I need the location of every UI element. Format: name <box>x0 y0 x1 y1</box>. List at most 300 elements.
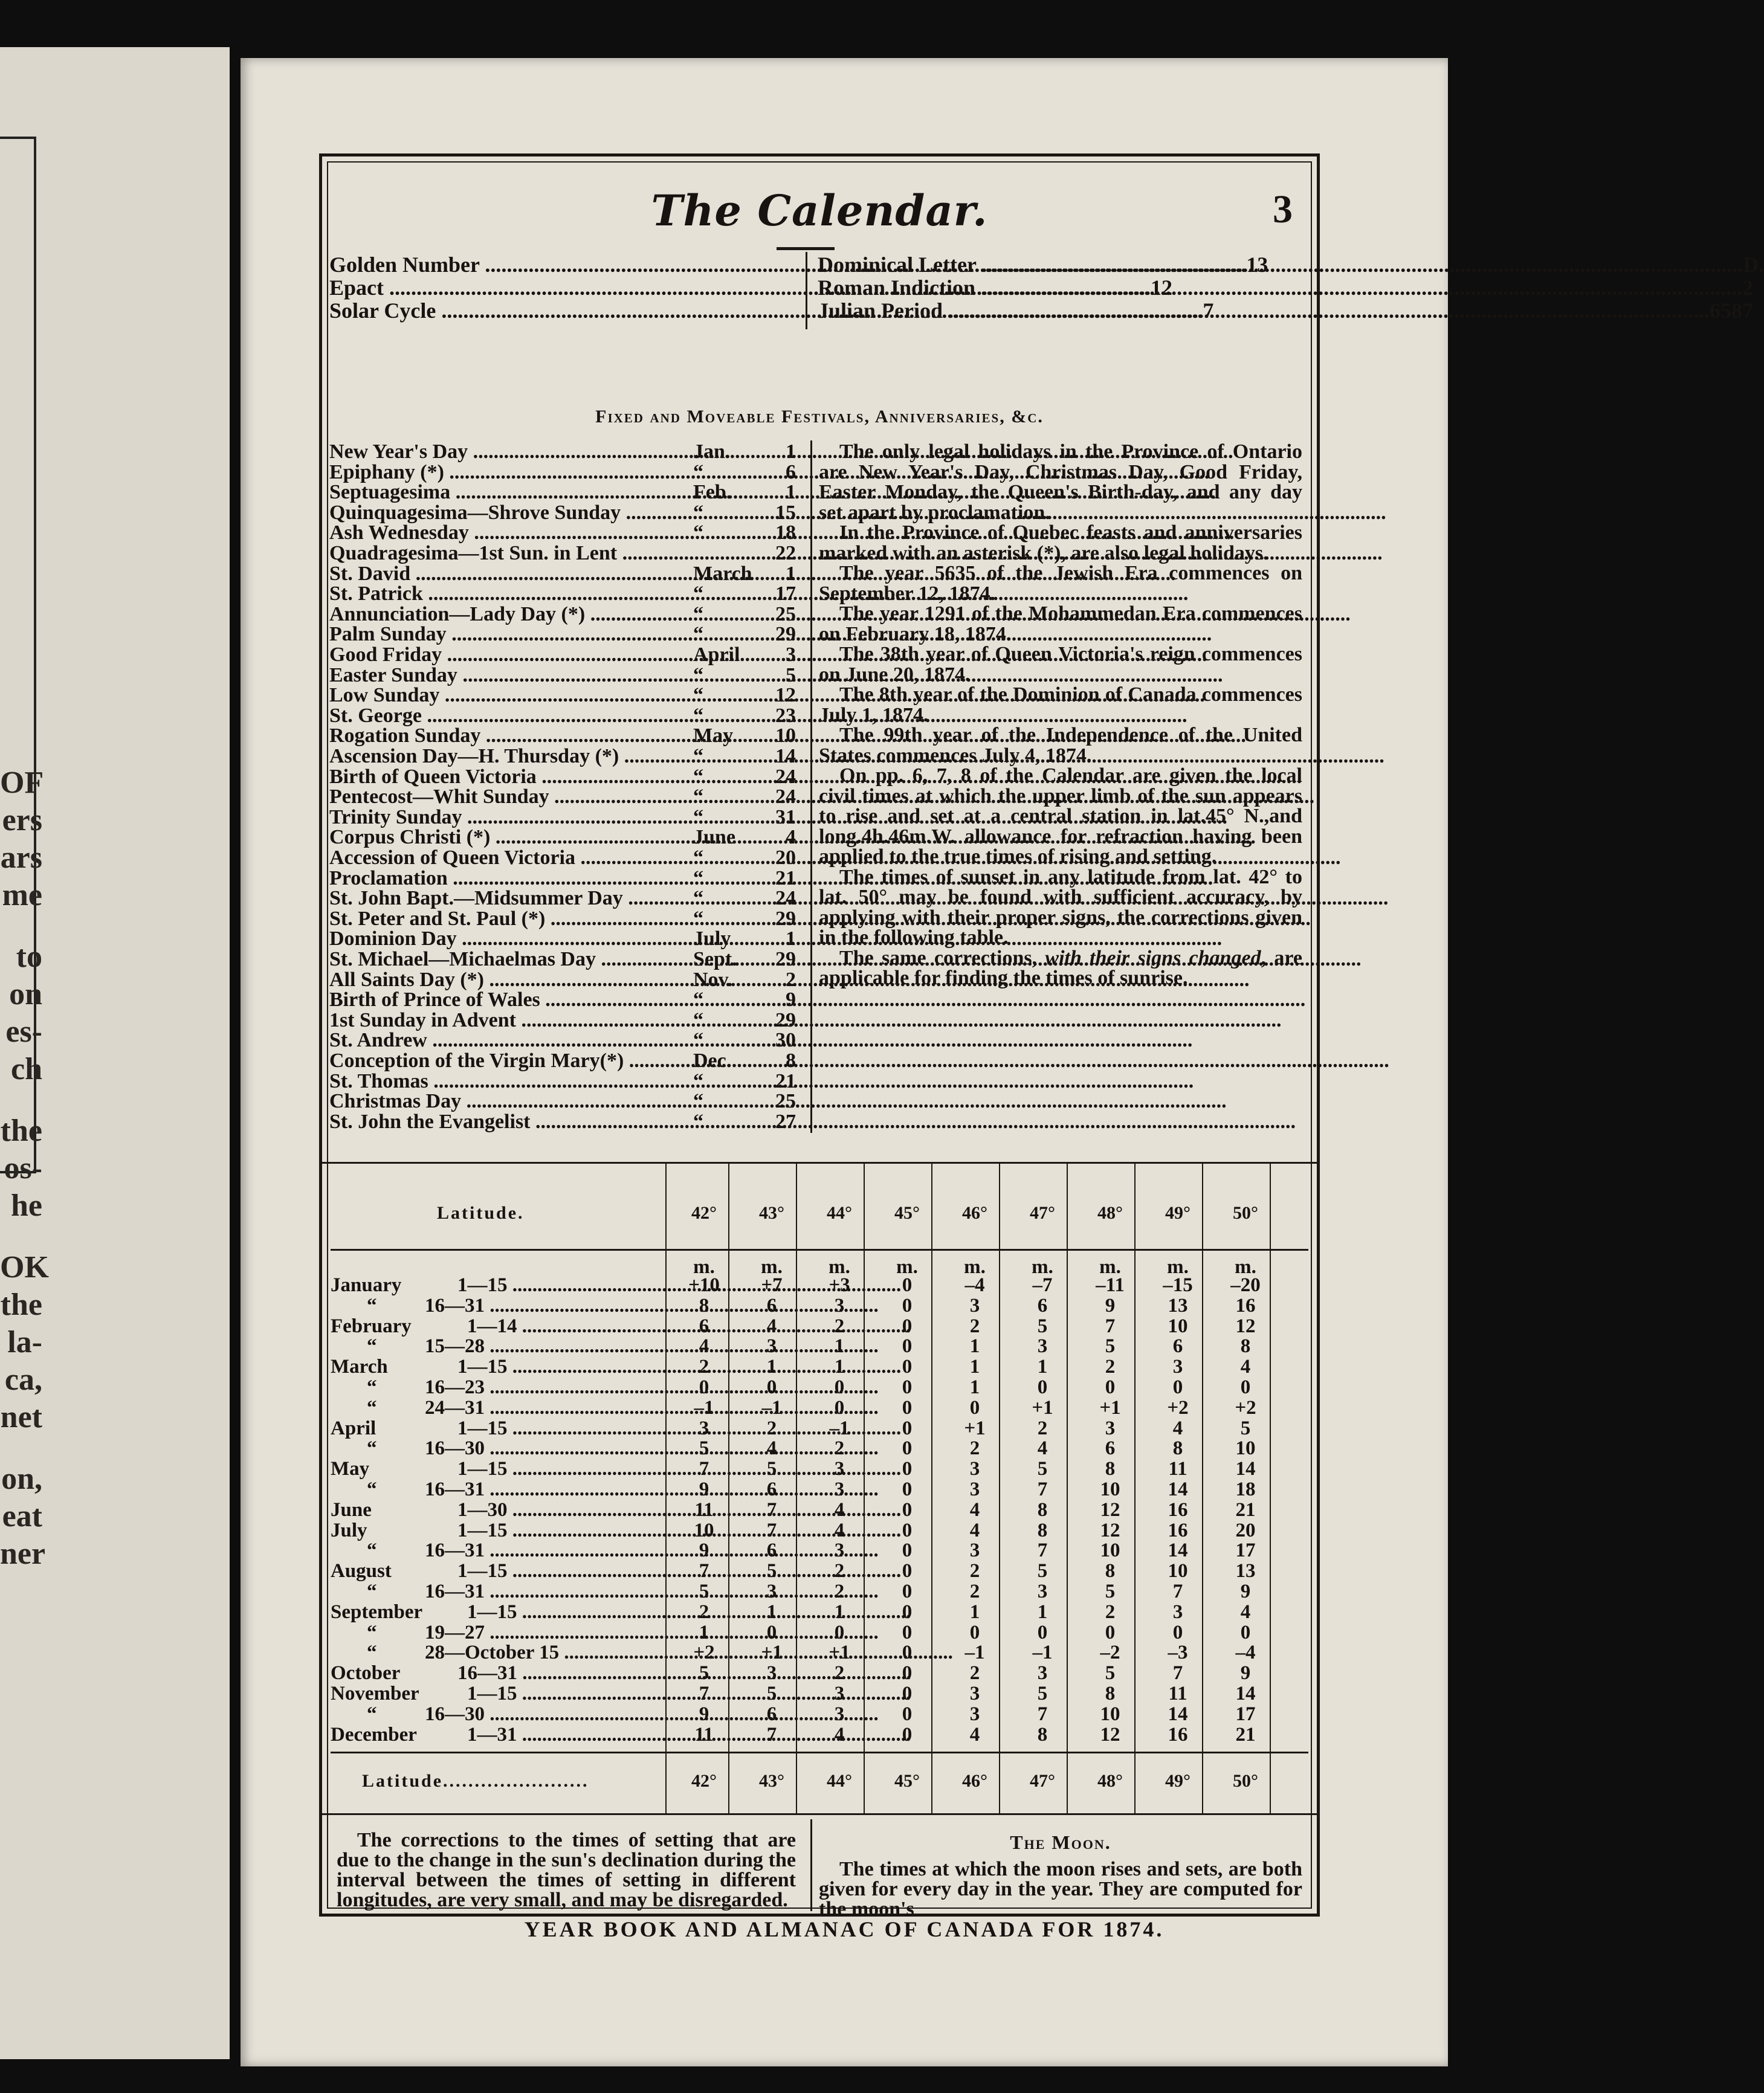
previous-page-fragment: the <box>0 1114 42 1148</box>
correction-cell: 5 <box>1037 1560 1048 1582</box>
correction-cell: 0 <box>902 1396 913 1419</box>
correction-cell: 0 <box>1037 1376 1048 1398</box>
correction-cell: 5 <box>766 1458 777 1480</box>
correction-cell: 5 <box>699 1662 709 1685</box>
correction-cell: 8 <box>1105 1458 1116 1480</box>
festival-month: “ <box>693 1069 703 1092</box>
festival-month: “ <box>693 623 703 646</box>
cycle-value: 6587 <box>1710 298 1754 323</box>
latitude-column-footer: 44° <box>827 1771 852 1791</box>
cycle-value: D. <box>1743 253 1764 277</box>
correction-cell: 4 <box>1172 1417 1183 1439</box>
correction-cell: –20 <box>1230 1274 1261 1296</box>
correction-cell: +2 <box>1235 1396 1256 1419</box>
correction-cell: 8 <box>1172 1437 1183 1460</box>
latitude-column-footer: 45° <box>894 1771 920 1791</box>
correction-cell: 11 <box>694 1723 714 1746</box>
correction-cell: 5 <box>1105 1662 1116 1685</box>
correction-cell: 3 <box>766 1581 777 1602</box>
correction-cell: 0 <box>834 1621 845 1643</box>
note-paragraph: The times of sunset in any latitude from lat. 42° to lat. 50° may be found with sufficient accuracy, by applying with their proper signs, the corrections given in the following table. <box>819 865 1302 949</box>
previous-page-fragment: la- <box>7 1325 42 1359</box>
row-range: 16—30 ..... <box>425 1439 657 1459</box>
correction-cell: 2 <box>834 1581 845 1602</box>
festival-month <box>686 543 760 563</box>
row-range: 16—31 ..... <box>425 1541 657 1561</box>
correction-cell: 14 <box>1235 1458 1256 1480</box>
table-row <box>331 1725 1310 1746</box>
cycle-label: Roman Indiction ..... <box>818 276 1742 299</box>
row-range: 1—15 ..... <box>457 1357 657 1378</box>
correction-cell: 1 <box>699 1621 709 1643</box>
previous-page-fragment: to <box>16 940 42 974</box>
almanac-page <box>241 58 1764 2066</box>
festival-row <box>329 685 796 705</box>
latitude-column-footer: 43° <box>759 1771 784 1791</box>
table-row <box>331 1337 1310 1357</box>
column-rule <box>1134 1163 1136 1813</box>
previous-page-fragment: ers <box>2 803 42 837</box>
correction-cell: 3 <box>834 1703 845 1725</box>
row-month: November <box>331 1683 419 1704</box>
row-range: 28—October 15 ..... <box>425 1643 657 1663</box>
previous-page-fragment <box>0 1089 42 1113</box>
festival-row <box>329 868 796 888</box>
correction-cell: 7 <box>766 1519 777 1541</box>
festival-name: Easter Sunday ..... <box>329 665 686 685</box>
note-paragraph: In the Province of Quebec feasts and anniversaries marked with an asterisk (*), are also legal holidays. <box>819 521 1302 564</box>
table-row <box>331 1521 1310 1541</box>
table-row <box>331 1582 1310 1602</box>
longitude-note-text: The corrections to the times of setting that are due to the change in the sun's declination during the interval between the times of setting in different longitudes, are very small, and may be disregarded. <box>337 1829 796 1911</box>
column-rule <box>931 1163 932 1813</box>
festival-name: 1st Sunday in Advent ..... <box>329 1010 686 1030</box>
table-row <box>331 1623 1310 1643</box>
previous-page-fragment: he <box>11 1188 42 1223</box>
row-month: March <box>331 1356 388 1378</box>
correction-cell: 10 <box>1100 1703 1120 1725</box>
row-month: “ <box>367 1540 377 1562</box>
table-row <box>331 1439 1310 1459</box>
latitude-column-header: 49° <box>1165 1203 1191 1223</box>
note-text: , are applicable for finding the times of sunrise. <box>819 946 1302 989</box>
latitude-column-header: 44° <box>827 1203 852 1223</box>
correction-cell: 0 <box>766 1376 777 1398</box>
row-month: “ <box>367 1335 377 1358</box>
correction-cell: 3 <box>834 1540 845 1562</box>
festival-month: June <box>693 826 735 849</box>
correction-cell: 14 <box>1168 1703 1188 1725</box>
correction-cell: 7 <box>1172 1662 1183 1685</box>
correction-cell: 12 <box>1100 1723 1120 1746</box>
row-range: 16—31 ..... <box>425 1480 657 1500</box>
festival-row <box>329 990 796 1010</box>
row-range: 24—31 ..... <box>425 1398 657 1419</box>
correction-cell: 0 <box>902 1683 913 1704</box>
row-month: “ <box>367 1437 377 1460</box>
festival-name: Ascension Day—H. Thursday (*) ..... <box>329 746 686 766</box>
festival-day: 25 <box>775 602 796 625</box>
festival-name: Conception of the Virgin Mary(*) ..... <box>329 1051 686 1071</box>
correction-cell: 0 <box>902 1560 913 1582</box>
festival-month: “ <box>693 460 703 483</box>
moon-paragraph <box>819 1859 1302 1919</box>
correction-cell: 9 <box>1240 1662 1251 1685</box>
festival-row <box>329 1030 796 1050</box>
correction-cell: 12 <box>1235 1315 1256 1337</box>
correction-cell: 1 <box>1037 1356 1048 1378</box>
festival-name: St. Peter and St. Paul (*) ..... <box>329 909 686 929</box>
festival-name: Rogation Sunday ..... <box>329 726 686 746</box>
festival-month: “ <box>693 866 703 889</box>
correction-cell: 1 <box>834 1335 845 1358</box>
festival-name: Trinity Sunday ..... <box>329 807 686 827</box>
correction-cell: 6 <box>766 1703 777 1725</box>
festival-row <box>329 624 796 644</box>
correction-cell: 3 <box>766 1335 777 1358</box>
row-month: “ <box>367 1581 377 1602</box>
previous-page-fragment: ch <box>11 1052 42 1086</box>
latitude-column-footer: 49° <box>1165 1771 1191 1791</box>
correction-cell: 0 <box>902 1662 913 1685</box>
festival-name: St. George ..... <box>329 706 686 726</box>
correction-cell: 0 <box>902 1642 913 1664</box>
correction-cell: +1 <box>1032 1396 1053 1419</box>
table-row <box>331 1419 1310 1439</box>
correction-cell: 16 <box>1235 1294 1256 1317</box>
row-range: 1—15 ..... <box>457 1459 657 1480</box>
correction-cell: 3 <box>1037 1662 1048 1685</box>
festival-name: St. David ..... <box>329 564 686 584</box>
correction-cell: 2 <box>834 1315 845 1337</box>
festival-month: “ <box>693 1008 703 1031</box>
unit-cell: m. <box>964 1256 986 1278</box>
table-row <box>331 1684 1310 1704</box>
table-row <box>331 1541 1310 1561</box>
correction-cell: 12 <box>1100 1498 1120 1521</box>
correction-cell: 0 <box>902 1723 913 1746</box>
festival-month: July <box>693 927 731 950</box>
correction-cell: 4 <box>834 1519 845 1541</box>
festival-row <box>329 482 796 502</box>
correction-cell: 6 <box>766 1479 777 1500</box>
festival-month: May <box>693 724 734 747</box>
moon-heading: The Moon. <box>1010 1831 1111 1853</box>
festival-row <box>329 462 796 482</box>
row-month: “ <box>367 1703 377 1725</box>
festival-day: 24 <box>775 765 796 788</box>
latitude-column-header: 47° <box>1030 1203 1055 1223</box>
row-month: “ <box>367 1294 377 1317</box>
festival-day: 10 <box>775 724 796 747</box>
correction-cell: 20 <box>1235 1519 1256 1541</box>
previous-page-fragment: me <box>2 878 42 912</box>
previous-page-fragment: eat <box>2 1499 42 1533</box>
correction-cell: 8 <box>1037 1498 1048 1521</box>
correction-cell: 8 <box>699 1294 709 1317</box>
correction-cell: 3 <box>969 1703 980 1725</box>
festival-day: 29 <box>775 907 796 930</box>
correction-cell: 7 <box>766 1723 777 1746</box>
festival-row <box>329 909 796 929</box>
festival-row <box>329 604 796 624</box>
row-month: “ <box>367 1376 377 1398</box>
correction-cell: 3 <box>969 1540 980 1562</box>
correction-cell: 3 <box>969 1683 980 1704</box>
correction-cell: 1 <box>969 1356 980 1378</box>
correction-cell: 11 <box>1168 1683 1187 1704</box>
correction-cell: 5 <box>699 1437 709 1460</box>
correction-cell: 6 <box>699 1315 709 1337</box>
correction-cell: 0 <box>1105 1621 1116 1643</box>
row-month: “ <box>367 1621 377 1643</box>
festivals-heading: Fixed and Moveable Festivals, Anniversaries, &c. <box>595 407 1044 427</box>
column-rule <box>728 1163 729 1813</box>
festival-name: Corpus Christi (*) ..... <box>329 827 686 847</box>
correction-cell: 0 <box>902 1315 913 1337</box>
correction-cell: +2 <box>693 1642 715 1664</box>
unit-cell: m. <box>761 1256 783 1278</box>
note-paragraph: The 99th year of the Independence of the United States commences July 4, 1874. <box>819 724 1302 767</box>
latitude-column-header: 48° <box>1097 1203 1123 1223</box>
correction-cell: 2 <box>969 1315 980 1337</box>
festival-day: 3 <box>786 643 796 666</box>
correction-cell: –4 <box>1235 1642 1256 1664</box>
row-range: 19—27 ..... <box>425 1623 657 1643</box>
row-month: February <box>331 1315 412 1337</box>
previous-page-fragment: the <box>0 1288 42 1322</box>
row-range: 1—15 ..... <box>457 1561 657 1582</box>
festival-day: 23 <box>775 704 796 727</box>
correction-cell: 4 <box>766 1437 777 1460</box>
row-month: October <box>331 1662 401 1685</box>
festival-name: New Year's Day ..... <box>329 442 686 462</box>
correction-cell: 3 <box>969 1479 980 1500</box>
correction-cell: 4 <box>834 1498 845 1521</box>
correction-cell: 7 <box>766 1498 777 1521</box>
row-month: June <box>331 1498 372 1521</box>
correction-cell: 0 <box>1037 1621 1048 1643</box>
correction-cell: 1 <box>969 1601 980 1623</box>
correction-cell: –4 <box>964 1274 985 1296</box>
bottom-divider <box>810 1819 812 1911</box>
festival-name: Pentecost—Whit Sunday ..... <box>329 787 686 807</box>
correction-cell: 0 <box>699 1376 709 1398</box>
correction-cell: 3 <box>699 1417 709 1439</box>
correction-cell: 14 <box>1168 1479 1188 1500</box>
column-rule <box>1270 1163 1271 1813</box>
row-range: 1—15 ..... <box>457 1521 657 1541</box>
correction-cell: 5 <box>1240 1417 1251 1439</box>
table-latitude-footer <box>362 1771 589 1791</box>
correction-cell: 3 <box>834 1294 845 1317</box>
festival-month: Nov. <box>693 968 733 991</box>
note-paragraph: The year 1291 of the Mohammedan Era commences on February 18, 1874. <box>819 602 1302 645</box>
row-range: 1—15 ..... <box>467 1684 657 1704</box>
correction-cell: 4 <box>969 1519 980 1541</box>
correction-cell: 5 <box>699 1581 709 1602</box>
festival-row <box>329 442 796 462</box>
correction-cell: 10 <box>694 1519 714 1541</box>
correction-cell: +1 <box>829 1642 850 1664</box>
festival-name: Birth of Queen Victoria ..... <box>329 767 686 787</box>
correction-cell: 7 <box>699 1683 709 1704</box>
correction-cell: –1 <box>964 1642 985 1664</box>
row-range: 1—15 ..... <box>467 1602 657 1623</box>
correction-cell: 0 <box>902 1540 913 1562</box>
correction-cell: 7 <box>1037 1479 1048 1500</box>
table-row <box>331 1500 1310 1521</box>
correction-cell: 1 <box>969 1376 980 1398</box>
table-top-rule <box>322 1162 1317 1164</box>
correction-cell: 7 <box>1105 1315 1116 1337</box>
previous-page-fragment: on, <box>1 1462 42 1496</box>
festival-name: St. John Bapt.—Midsummer Day ..... <box>329 888 686 908</box>
festival-name: Low Sunday ..... <box>329 685 686 705</box>
correction-cell: 9 <box>699 1540 709 1562</box>
correction-cell: +1 <box>964 1417 986 1439</box>
festival-row <box>329 1010 796 1030</box>
festival-month: “ <box>693 1110 703 1133</box>
unit-cell: m. <box>1032 1256 1053 1278</box>
festival-row <box>329 1071 796 1091</box>
previous-page-fragment <box>0 915 42 939</box>
note-paragraph: The 8th year of the Dominion of Canada commences July 1, 1874. <box>819 683 1302 726</box>
correction-cell: 3 <box>834 1683 845 1704</box>
correction-cell: –7 <box>1032 1274 1053 1296</box>
correction-cell: 0 <box>902 1458 913 1480</box>
latitude-column-footer: 47° <box>1030 1771 1055 1791</box>
festival-day: 1 <box>786 562 796 585</box>
festival-row <box>329 706 796 726</box>
correction-cell: 0 <box>902 1294 913 1317</box>
latitude-column-footer: 50° <box>1233 1771 1258 1791</box>
festival-row <box>329 929 796 949</box>
festival-name: Septuagesima ..... <box>329 482 686 502</box>
table-row <box>331 1357 1310 1378</box>
previous-page-fragment: os- <box>4 1151 42 1185</box>
festival-day: 6 <box>786 460 796 483</box>
correction-cell: 1 <box>766 1601 777 1623</box>
festival-row <box>329 949 796 969</box>
festival-name: Accession of Queen Victoria ..... <box>329 848 686 868</box>
correction-cell: 0 <box>834 1376 845 1398</box>
festival-day: 21 <box>775 1069 796 1092</box>
festival-name: Birth of Prince of Wales ..... <box>329 990 686 1010</box>
correction-cell: 7 <box>699 1458 709 1480</box>
correction-cell: –1 <box>761 1396 782 1419</box>
previous-page-fragment: ner <box>0 1537 46 1571</box>
festival-day: 22 <box>775 542 796 564</box>
festival-row <box>329 787 796 807</box>
correction-cell: +1 <box>761 1642 783 1664</box>
festival-month: “ <box>693 501 703 524</box>
previous-page-edge <box>0 47 230 2059</box>
festival-month: “ <box>693 1090 703 1113</box>
festival-day: 9 <box>786 988 796 1011</box>
festival-month: “ <box>693 785 703 808</box>
festival-row <box>329 827 796 847</box>
festival-month: “ <box>693 602 703 625</box>
correction-cell: 17 <box>1235 1540 1256 1562</box>
correction-cell: 21 <box>1235 1498 1256 1521</box>
festival-day: 18 <box>775 521 796 544</box>
unit-cell: m. <box>896 1256 918 1278</box>
previous-page-fragment: ars <box>0 840 42 875</box>
correction-cell: 8 <box>1105 1560 1116 1582</box>
correction-cell: 3 <box>1172 1356 1183 1378</box>
festival-row <box>329 543 796 563</box>
correction-cell: 14 <box>1168 1540 1188 1562</box>
correction-cell: 2 <box>1105 1601 1116 1623</box>
row-month: “ <box>367 1642 377 1664</box>
festival-day: 20 <box>775 847 796 869</box>
cycle-row <box>818 276 1754 300</box>
festival-row <box>329 645 796 665</box>
festival-day: 1 <box>786 481 796 504</box>
row-range: 16—30 ..... <box>425 1704 657 1725</box>
column-rule <box>1067 1163 1068 1813</box>
correction-cell: 2 <box>969 1560 980 1582</box>
row-range: 16—23 ..... <box>425 1378 657 1398</box>
festival-name: All Saints Day (*) ..... <box>329 970 686 990</box>
festival-month: “ <box>693 663 703 686</box>
latitude-footer-label: Latitude. <box>362 1771 450 1791</box>
festival-month: Sept. <box>693 948 737 970</box>
cycle-row <box>818 253 1764 277</box>
correction-cell: 3 <box>834 1479 845 1500</box>
table-row <box>331 1459 1310 1480</box>
festival-day: 17 <box>775 582 796 605</box>
correction-cell: 0 <box>902 1376 913 1398</box>
festival-name: Annunciation—Lady Day (*) ..... <box>329 604 686 624</box>
column-rule <box>999 1163 1000 1813</box>
table-row <box>331 1704 1310 1725</box>
correction-cell: 0 <box>834 1396 845 1419</box>
festival-month: “ <box>693 582 703 605</box>
festival-name: Proclamation ..... <box>329 868 686 888</box>
latitude-column-header: 45° <box>894 1203 920 1223</box>
correction-cell: +10 <box>688 1274 720 1296</box>
row-month: August <box>331 1560 392 1582</box>
festival-month: April <box>693 643 740 666</box>
correction-cell: 4 <box>969 1498 980 1521</box>
correction-cell: 6 <box>1037 1294 1048 1317</box>
latitude-column-header: 50° <box>1233 1203 1258 1223</box>
festival-name: St. Patrick ..... <box>329 584 686 604</box>
previous-page-fragment: OF <box>0 766 44 800</box>
correction-cell: 1 <box>969 1335 980 1358</box>
festival-row <box>329 888 796 908</box>
latitude-column-header: 46° <box>962 1203 987 1223</box>
correction-cell: –15 <box>1163 1274 1193 1296</box>
correction-cell: 16 <box>1168 1723 1188 1746</box>
correction-cell: –3 <box>1168 1642 1188 1664</box>
row-month: “ <box>367 1479 377 1500</box>
correction-cell: 0 <box>1172 1621 1183 1643</box>
unit-cell: m. <box>1235 1256 1256 1278</box>
correction-cell: 0 <box>1172 1376 1183 1398</box>
correction-cell: 17 <box>1235 1703 1256 1725</box>
cycle-label: Solar Cycle ..... <box>329 299 1203 322</box>
correction-cell: 10 <box>1235 1437 1256 1460</box>
column-rule <box>1202 1163 1203 1813</box>
correction-cell: 1 <box>834 1601 845 1623</box>
correction-cell: 10 <box>1168 1560 1188 1582</box>
cycles-divider <box>806 252 807 329</box>
column-rule <box>665 1163 667 1813</box>
correction-cell: +2 <box>1167 1396 1189 1419</box>
